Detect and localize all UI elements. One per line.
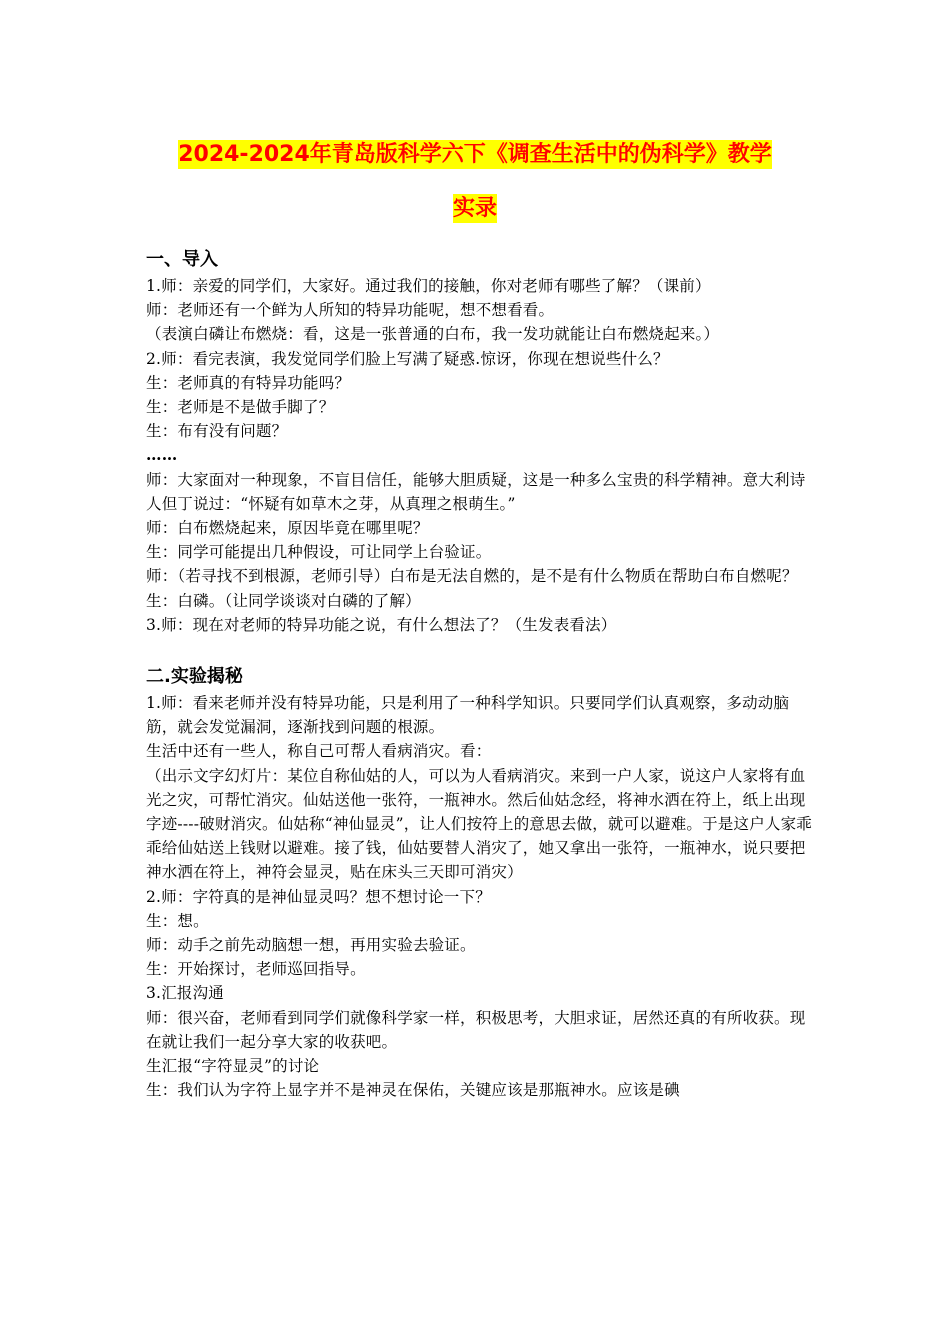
paragraph: 师：动手之前先动脑想一想，再用实验去验证。 xyxy=(146,936,476,955)
paragraph: 生汇报“字符显灵”的讨论 xyxy=(146,1057,320,1076)
paragraph: 生：开始探讨，老师巡回指导。 xyxy=(146,960,366,979)
paragraph: 3.汇报沟通 xyxy=(146,984,224,1003)
paragraph: 师：大家面对一种现象，不盲目信任，能够大胆质疑，这是一种多么宝贵的科学精神。意大利诗人但丁说过：“怀疑有如草木之芽，从真理之根萌生。” xyxy=(146,470,806,513)
document-body xyxy=(146,246,816,1103)
paragraph: （表演白磷让布燃烧：看，这是一张普通的白布，我一发功就能让白布燃烧起来。） xyxy=(146,325,720,344)
paragraph: 1.师：亲爱的同学们，大家好。通过我们的接触，你对老师有哪些了解？（课前） xyxy=(146,277,711,295)
paragraph: 3.师：现在对老师的特异功能之说，有什么想法了？（生发表看法） xyxy=(146,615,617,634)
paragraph: 2.师：看完表演，我发觉同学们脸上写满了疑惑.惊讶，你现在想说些什么？ xyxy=(146,349,669,368)
title-text-2: 实录 xyxy=(452,196,497,221)
paragraph: 师：老师还有一个鲜为人所知的特异功能呢，想不想看看。 xyxy=(146,301,555,320)
paragraph: 师：白布燃烧起来，原因毕竟在哪里呢？ xyxy=(146,519,429,538)
section-spacer xyxy=(146,637,816,663)
paragraph: 生：我们认为字符上显字并不是神灵在保佑，关键应该是那瓶神水。应该是碘 xyxy=(146,1081,680,1100)
ellipsis: …… xyxy=(146,445,178,465)
paragraph: 生活中还有一些人，称自己可帮人看病消灾。看： xyxy=(146,742,492,761)
title-line-2 xyxy=(0,182,950,236)
section-heading-intro: 一、导入 xyxy=(146,249,218,270)
paragraph: 生：布有没有问题？ xyxy=(146,422,288,441)
paragraph: （出示文字幻灯片：某位自称仙姑的人，可以为人看病消灾。来到一户人家，说这户人家将有血光之灾，可帮忙消灾。仙姑送他一张符，一瓶神水。然后仙姑念经，将神水洒在符上，纸上出现字迹----破财消灾。仙姑称“神仙显灵”，让人们按符上的意思去做，就可以避难。于是这户人家乖乖给仙姑送上钱财以避难。接了钱，仙姑要替人消灾了，她又拿出一张符，一瓶神水，说只要把神水洒在符上，神符会显灵，贴在床头三天即可消灾） xyxy=(146,766,813,882)
paragraph: 生：想。 xyxy=(146,911,209,930)
paragraph: 1.师：看来老师并没有特异功能，只是利用了一种科学知识。只要同学们认真观察，多动动脑筋，就会发觉漏洞，逐渐找到问题的根源。 xyxy=(146,694,790,737)
paragraph: 生：白磷。（让同学谈谈对白磷的了解） xyxy=(146,591,421,610)
title-line-1 xyxy=(0,128,950,182)
document-title xyxy=(0,128,950,236)
title-text-1: 2024-2024年青岛版科学六下《调查生活中的伪科学》教学 xyxy=(178,142,772,167)
paragraph: 生：同学可能提出几种假设，可让同学上台验证。 xyxy=(146,543,492,562)
paragraph: 师：（若寻找不到根源，老师引导）白布是无法自燃的，是不是有什么物质在帮助白布自燃呢？ xyxy=(146,567,798,586)
paragraph: 2.师：字符真的是神仙显灵吗？想不想讨论一下？ xyxy=(146,887,491,906)
paragraph: 生：老师真的有特异功能吗？ xyxy=(146,373,351,392)
paragraph: 生：老师是不是做手脚了？ xyxy=(146,398,335,417)
paragraph: 师：很兴奋，老师看到同学们就像科学家一样，积极思考，大胆求证，居然还真的有所收获。现在就让我们一起分享大家的收获吧。 xyxy=(146,1008,806,1051)
section-heading-experiment: 二.实验揭秘 xyxy=(146,666,243,688)
